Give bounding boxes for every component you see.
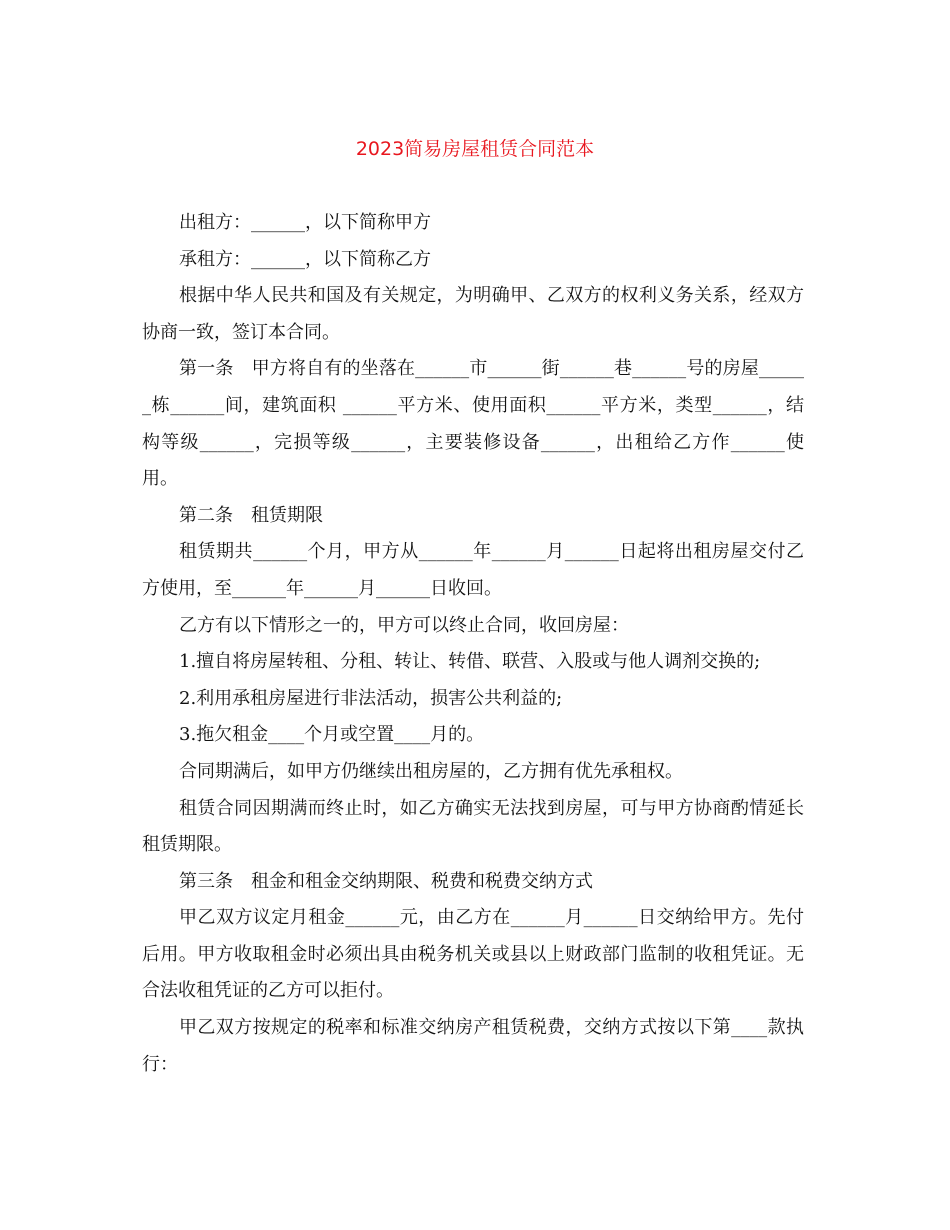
paragraph-lease-term: 租赁期共______个月，甲方从______年______月______日起将出租房屋交付乙方使用，至______年______月______日收回。 (142, 541, 804, 599)
paragraph-termination-item-3: 3.拖欠租金____个月或空置____月的。 (179, 724, 485, 746)
paragraph-preamble: 根据中华人民共和国及有关规定，为明确甲、乙双方的权利义务关系，经双方协商一致，签订本合同。 (142, 285, 804, 343)
paragraph-extension: 租赁合同因期满而终止时，如乙方确实无法找到房屋，可与甲方协商酌情延长租赁期限。 (142, 797, 804, 856)
paragraph-article-3-heading: 第三条 租金和租金交纳期限、税费和税费交纳方式 (179, 870, 593, 892)
paragraph-rent-payment: 甲乙双方议定月租金______元，由乙方在______月______日交纳给甲方。先付后用。甲方收取租金时必须出具由税务机关或县以上财政部门监制的收租凭证。无合法收租凭证的乙方可以拒付。 (142, 907, 804, 1002)
paragraph-lessor: 出租方：______，以下简称甲方 (179, 212, 431, 233)
document-title: 2023简易房屋租赁合同范本 (355, 138, 595, 160)
paragraph-article-2-heading: 第二条 租赁期限 (179, 504, 323, 526)
paragraph-tax-payment: 甲乙双方按规定的税率和标准交纳房产租赁税费，交纳方式按以下第____款执行： (142, 1017, 804, 1075)
paragraph-lessee: 承租方：______，以下简称乙方 (179, 248, 431, 270)
paragraph-renewal-priority: 合同期满后，如甲方仍继续出租房屋的，乙方拥有优先承租权。 (179, 760, 683, 782)
paragraph-termination-item-1: 1.擅自将房屋转租、分租、转让、转借、联营、入股或与他人调剂交换的; (179, 651, 761, 673)
paragraph-article-1: 第一条 甲方将自有的坐落在______市______街______巷______号的房屋______栋______间，建筑面积 ______平方米、使用面积______平方米，类型______，结构等级______，完损等级______，主要装修设备______，出租给乙方作______使用。 (142, 358, 804, 490)
paragraph-termination-item-2: 2.利用承租房屋进行非法活动，损害公共利益的; (179, 687, 563, 709)
contract-body (142, 205, 804, 1083)
paragraph-termination-intro: 乙方有以下情形之一的，甲方可以终止合同，收回房屋： (179, 614, 629, 636)
